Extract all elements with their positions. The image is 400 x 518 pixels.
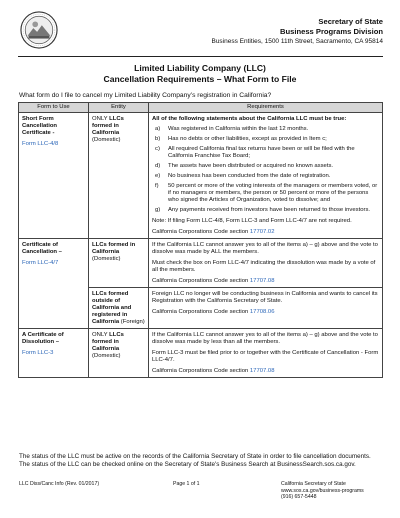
item-letter: d) bbox=[155, 163, 161, 169]
column-header-form: Form to Use bbox=[19, 103, 89, 113]
column-header-requirements: Requirements bbox=[149, 103, 383, 113]
entity-cell bbox=[89, 329, 149, 378]
entity-type: LLCs formed outside of California and registered in California bbox=[92, 291, 132, 325]
requirements-intro: All of the following statements about the California LLC must be true: bbox=[152, 116, 347, 122]
form-link-llc-4-8[interactable]: Form LLC-4/8 bbox=[22, 141, 59, 147]
agency-address: Business Entities, 1500 11th Street, Sacramento, CA 95814 bbox=[211, 38, 383, 45]
entity-cell bbox=[89, 239, 149, 288]
requirement-item bbox=[152, 207, 379, 214]
status-notice: The status of the LLC must be active on the records of the California Secretary of State in order to file cancellation documents. The status of the LLC can be checked online on the Secretary of State's Business Search at BusinessSearch.sos.ca.gov. bbox=[19, 453, 371, 468]
page-number: Page 1 of 1 bbox=[173, 481, 200, 487]
requirements-cell bbox=[149, 288, 383, 329]
table-row-certificate-cancellation bbox=[19, 239, 383, 288]
code-reference bbox=[152, 368, 379, 375]
code-label: California Corporations Code section bbox=[152, 309, 250, 315]
column-header-entity: Entity bbox=[89, 103, 149, 113]
entity-type: LLCs formed in California bbox=[92, 116, 124, 136]
form-cell bbox=[19, 239, 89, 329]
entity-prefix: ONLY bbox=[92, 116, 110, 122]
form-name: Certificate of Cancellation – bbox=[22, 242, 62, 255]
requirements-cell bbox=[149, 113, 383, 239]
item-text: Was registered in California within the last 12 months. bbox=[168, 126, 309, 132]
entity-suffix: (Domestic) bbox=[92, 137, 121, 143]
intro-question: What form do I file to cancel my Limited Liability Company’s registration in California? bbox=[19, 92, 272, 99]
item-letter: e) bbox=[155, 173, 161, 179]
entity-type: LLCs formed in California bbox=[92, 242, 136, 255]
item-text: Has no debts or other liabilities, except as provided in Item c; bbox=[168, 136, 327, 142]
item-letter: b) bbox=[155, 136, 161, 142]
form-link-llc-4-7[interactable]: Form LLC-4/7 bbox=[22, 260, 59, 266]
item-text: 50 percent or more of the voting interests of the managers or members voted, or if no managers or members, the person or 50 percent or more of the persons who signed the Articles of Organization, voted to dissolve; and bbox=[168, 183, 378, 203]
requirement-item bbox=[152, 126, 379, 133]
code-label: California Corporations Code section bbox=[152, 368, 250, 374]
form-revision: LLC Diss/Canc Info (Rev. 01/2017) bbox=[19, 481, 100, 487]
requirements-table bbox=[18, 102, 383, 378]
entity-suffix: (Foreign) bbox=[119, 319, 145, 325]
agency-block bbox=[211, 17, 383, 47]
requirement-text: Foreign LLC no longer will be conducting business in California and wants to cancel its Registration with the California Secretary of State. bbox=[152, 291, 378, 304]
item-text: The assets have been distributed or acquired no known assets. bbox=[168, 163, 334, 169]
requirement-item bbox=[152, 146, 379, 160]
item-letter: f) bbox=[155, 183, 159, 189]
state-seal-logo bbox=[20, 11, 58, 49]
table-row-dissolution bbox=[19, 329, 383, 378]
form-name: Short Form Cancellation Certificate - bbox=[22, 116, 58, 136]
item-text: All required California final tax returns have been or will be filed with the California Franchise Tax Board; bbox=[168, 146, 355, 159]
code-link-17708-06[interactable]: 17708.06 bbox=[249, 309, 275, 315]
form-name: A Certificate of Dissolution – bbox=[22, 332, 64, 345]
code-link-17707-08[interactable]: 17707.08 bbox=[249, 278, 275, 284]
form-cell bbox=[19, 329, 89, 378]
page-title bbox=[0, 63, 400, 84]
requirement-text: If the California LLC cannot answer yes to all of the items a) – g) above and the vote to dissolve was made by less than all the members. bbox=[152, 332, 378, 345]
requirements-list bbox=[152, 126, 379, 214]
form-cell bbox=[19, 113, 89, 239]
form-link-llc-3[interactable]: Form LLC-3 bbox=[22, 350, 54, 356]
contact-block bbox=[281, 481, 364, 501]
code-reference bbox=[152, 309, 379, 316]
item-text: Any payments received from investors have been returned to those investors. bbox=[168, 207, 371, 213]
requirements-cell bbox=[149, 329, 383, 378]
title-line-1: Limited Liability Company (LLC) bbox=[134, 63, 266, 73]
code-link-17707-08[interactable]: 17707.08 bbox=[249, 368, 275, 374]
code-label: California Corporations Code section bbox=[152, 278, 250, 284]
item-letter: g) bbox=[155, 207, 161, 213]
header-divider bbox=[18, 56, 383, 57]
requirements-cell bbox=[149, 239, 383, 288]
entity-suffix: (Domestic) bbox=[92, 353, 121, 359]
entity-cell bbox=[89, 113, 149, 239]
entity-cell bbox=[89, 288, 149, 329]
item-letter: a) bbox=[155, 126, 161, 132]
requirement-item bbox=[152, 173, 379, 180]
phone-number: (916) 657-5448 bbox=[281, 494, 317, 501]
requirement-item bbox=[152, 183, 379, 204]
code-reference bbox=[152, 229, 379, 236]
website-link[interactable]: www.sos.ca.gov/business-programs bbox=[281, 487, 364, 494]
entity-prefix: ONLY bbox=[92, 332, 110, 338]
entity-suffix: (Domestic) bbox=[92, 256, 121, 262]
item-letter: c) bbox=[155, 146, 160, 152]
requirement-item bbox=[152, 136, 379, 143]
table-header-row bbox=[19, 103, 383, 113]
table-row-short-form bbox=[19, 113, 383, 239]
office-name: California Secretary of State bbox=[281, 481, 346, 487]
requirement-text: If the California LLC cannot answer yes to all of the items a) – g) above and the vote to dissolve was made by ALL the members. bbox=[152, 242, 378, 255]
item-text: No business has been conducted from the date of registration. bbox=[168, 173, 331, 179]
agency-name: Secretary of State bbox=[318, 17, 383, 26]
division-name: Business Programs Division bbox=[280, 27, 383, 36]
requirement-text: Form LLC-3 must be filed prior to or together with the Certificate of Cancellation - Form LLC-4/7. bbox=[152, 350, 379, 363]
code-reference bbox=[152, 278, 379, 285]
code-link-17707-02[interactable]: 17707.02 bbox=[249, 229, 275, 235]
entity-type: LLCs formed in California bbox=[92, 332, 124, 352]
requirement-item bbox=[152, 163, 379, 170]
filing-note: Note: If filing Form LLC-4/8, Form LLC-3 and Form LLC-4/7 are not required. bbox=[152, 218, 352, 224]
title-line-2: Cancellation Requirements – What Form to File bbox=[103, 73, 297, 84]
requirement-text: Must check the box on Form LLC-4/7 indicating the dissolution was made by a vote of all the members. bbox=[152, 260, 376, 273]
code-label: California Corporations Code section bbox=[152, 229, 250, 235]
